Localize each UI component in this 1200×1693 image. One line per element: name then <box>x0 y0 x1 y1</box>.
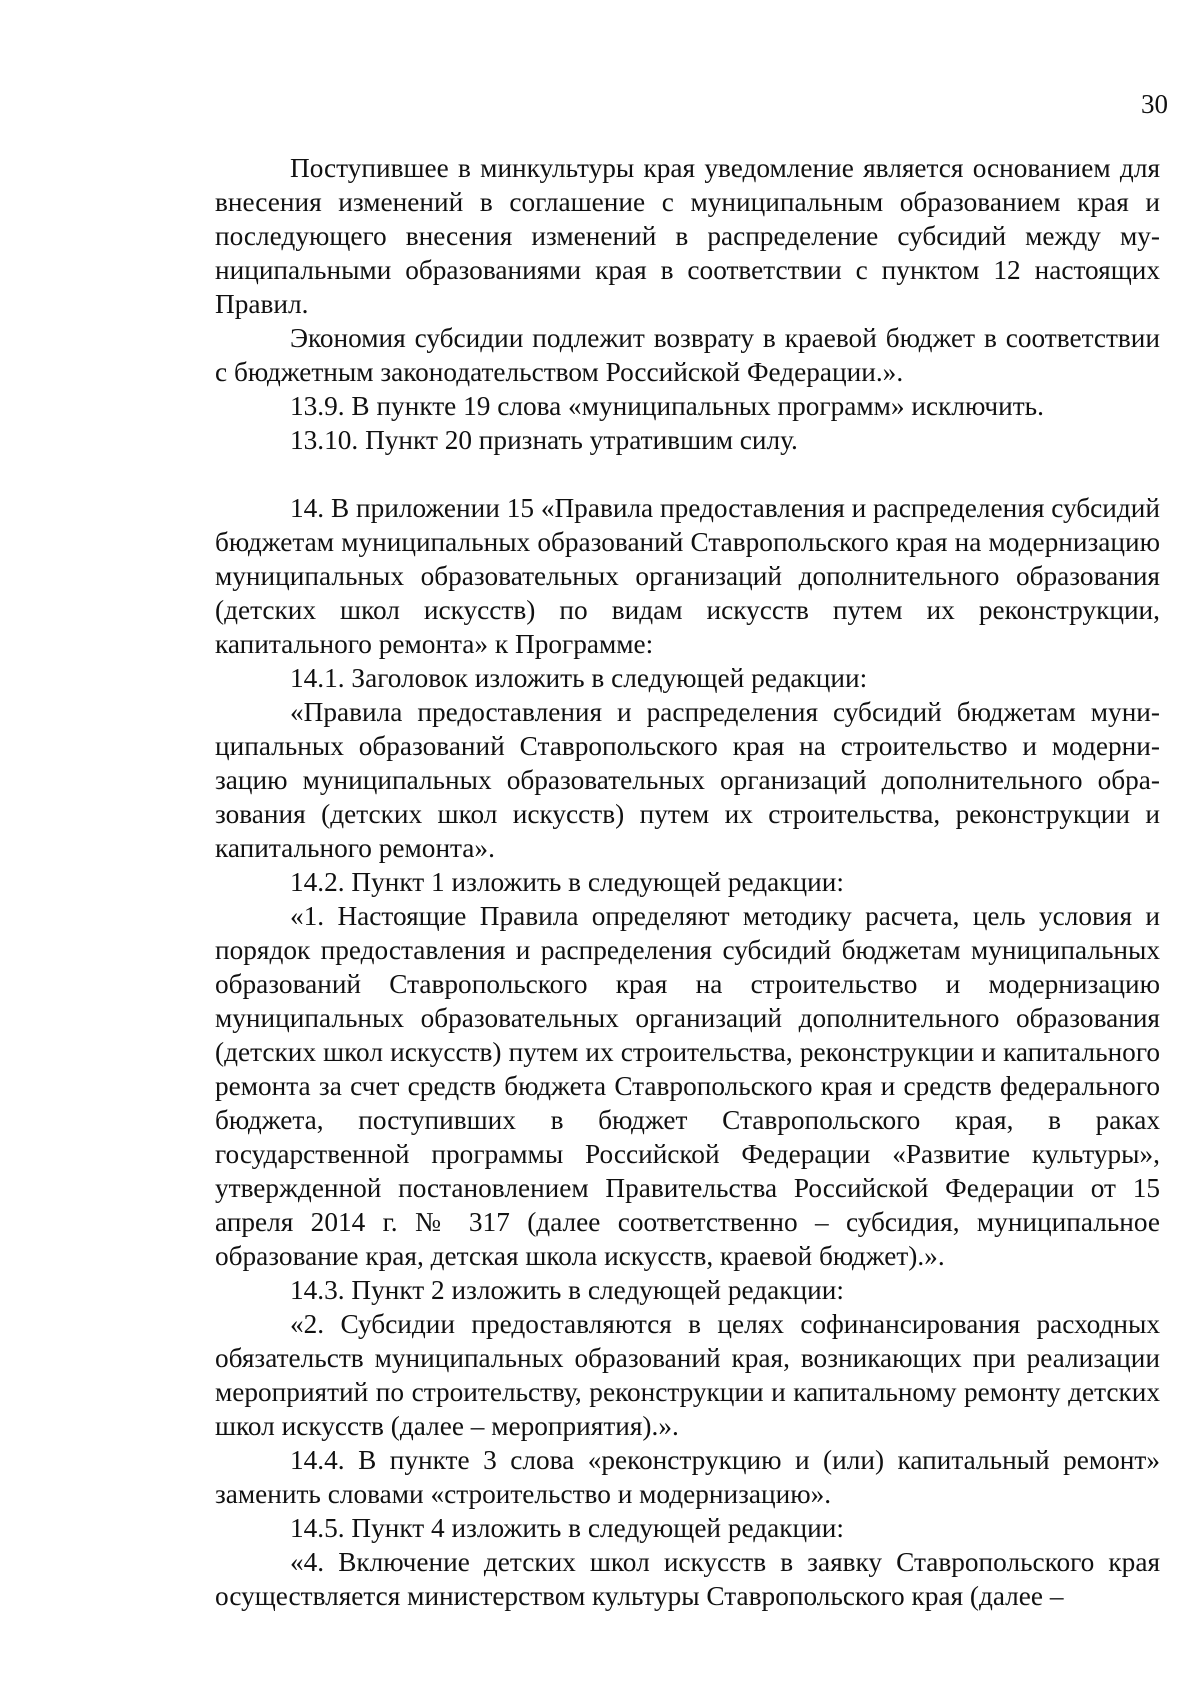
paragraph-point-1-quote: «1. Настоящие Правила определяют методику расчета, цель условия и порядок предоставления и распределения субсидий бюджетам муниципальных образований Ставропольского края на строительство и модернизацию муниципальных образовательных организаций дополнительного образования (детских школ искусств) путем их строительства, реконструкции и капитального ремонта за счет средств бюджета Ставропольского края и средств федерального бюджета, поступивших в бюджет Ставропольского края, в раках государственной программы Российской Федерации «Развитие культуры», утвержденной постановлением Правительства Российской Федерации от 15 апреля 2014 г. № 317 (далее соответственно – субсидия, муниципальное образование края, детская школа искусств, краевой бюджет).». <box>215 901 1160 1271</box>
paragraph-title-quote: «Правила предоставления и распределения субсидий бюджетам муниципальных образований Ставропольского края на строительство и модернизацию муниципальных образовательных организаций дополнительного образования (детских школ искусств) путем их строительства, реконструкции и капитального ремонта». <box>215 697 1160 863</box>
paragraph-point-2-quote: «2. Субсидии предоставляются в целях софинансирования расходных обязательств муниципальных образований края, возникающих при реализации мероприятий по строительству, реконструкции и капитальному ремонту детских школ искусств (далее – мероприятия).». <box>215 1309 1160 1441</box>
paragraph-14-5: 14.5. Пункт 4 изложить в следующей редакции: <box>290 1513 844 1543</box>
paragraph-point-4-quote: «4. Включение детских школ искусств в заявку Ставропольского края осуществляется министерством культуры Ставропольского края (далее – <box>215 1547 1160 1611</box>
paragraph-savings: Экономия субсидии подлежит возврату в краевой бюджет в соответствии с бюджетным законодательством Российской Федерации.». <box>215 323 1160 387</box>
paragraph-notification: Поступившее в минкультуры края уведомление является основанием для внесения изменений в соглашение с муниципальным образованием края и последующего внесения изменений в распределение субсидий между муниципальными образованиями края в соответствии с пунктом 12 настоящих Правил. <box>215 153 1160 319</box>
paragraph-13-9: 13.9. В пункте 19 слова «муниципальных программ» исключить. <box>290 391 1044 421</box>
paragraph-14-2: 14.2. Пункт 1 изложить в следующей редакции: <box>290 867 844 897</box>
document-body <box>215 151 1160 1613</box>
page-number: 30 <box>1141 89 1168 119</box>
paragraph-14-3: 14.3. Пункт 2 изложить в следующей редакции: <box>290 1275 844 1305</box>
paragraph-14-1: 14.1. Заголовок изложить в следующей редакции: <box>290 663 868 693</box>
paragraph-14-4: 14.4. В пункте 3 слова «реконструкцию и (или) капитальный ремонт» заменить словами «строительство и модернизацию». <box>215 1445 1160 1509</box>
paragraph-14: 14. В приложении 15 «Правила предоставления и распределения субсидий бюджетам муниципальных образований Ставропольского края на модернизацию муниципальных образовательных организаций дополнительного образования (детских школ искусств) по видам искусств путем их реконструкции, капитального ремонта» к Программе: <box>215 493 1161 659</box>
paragraph-13-10: 13.10. Пункт 20 признать утратившим силу. <box>290 425 798 455</box>
